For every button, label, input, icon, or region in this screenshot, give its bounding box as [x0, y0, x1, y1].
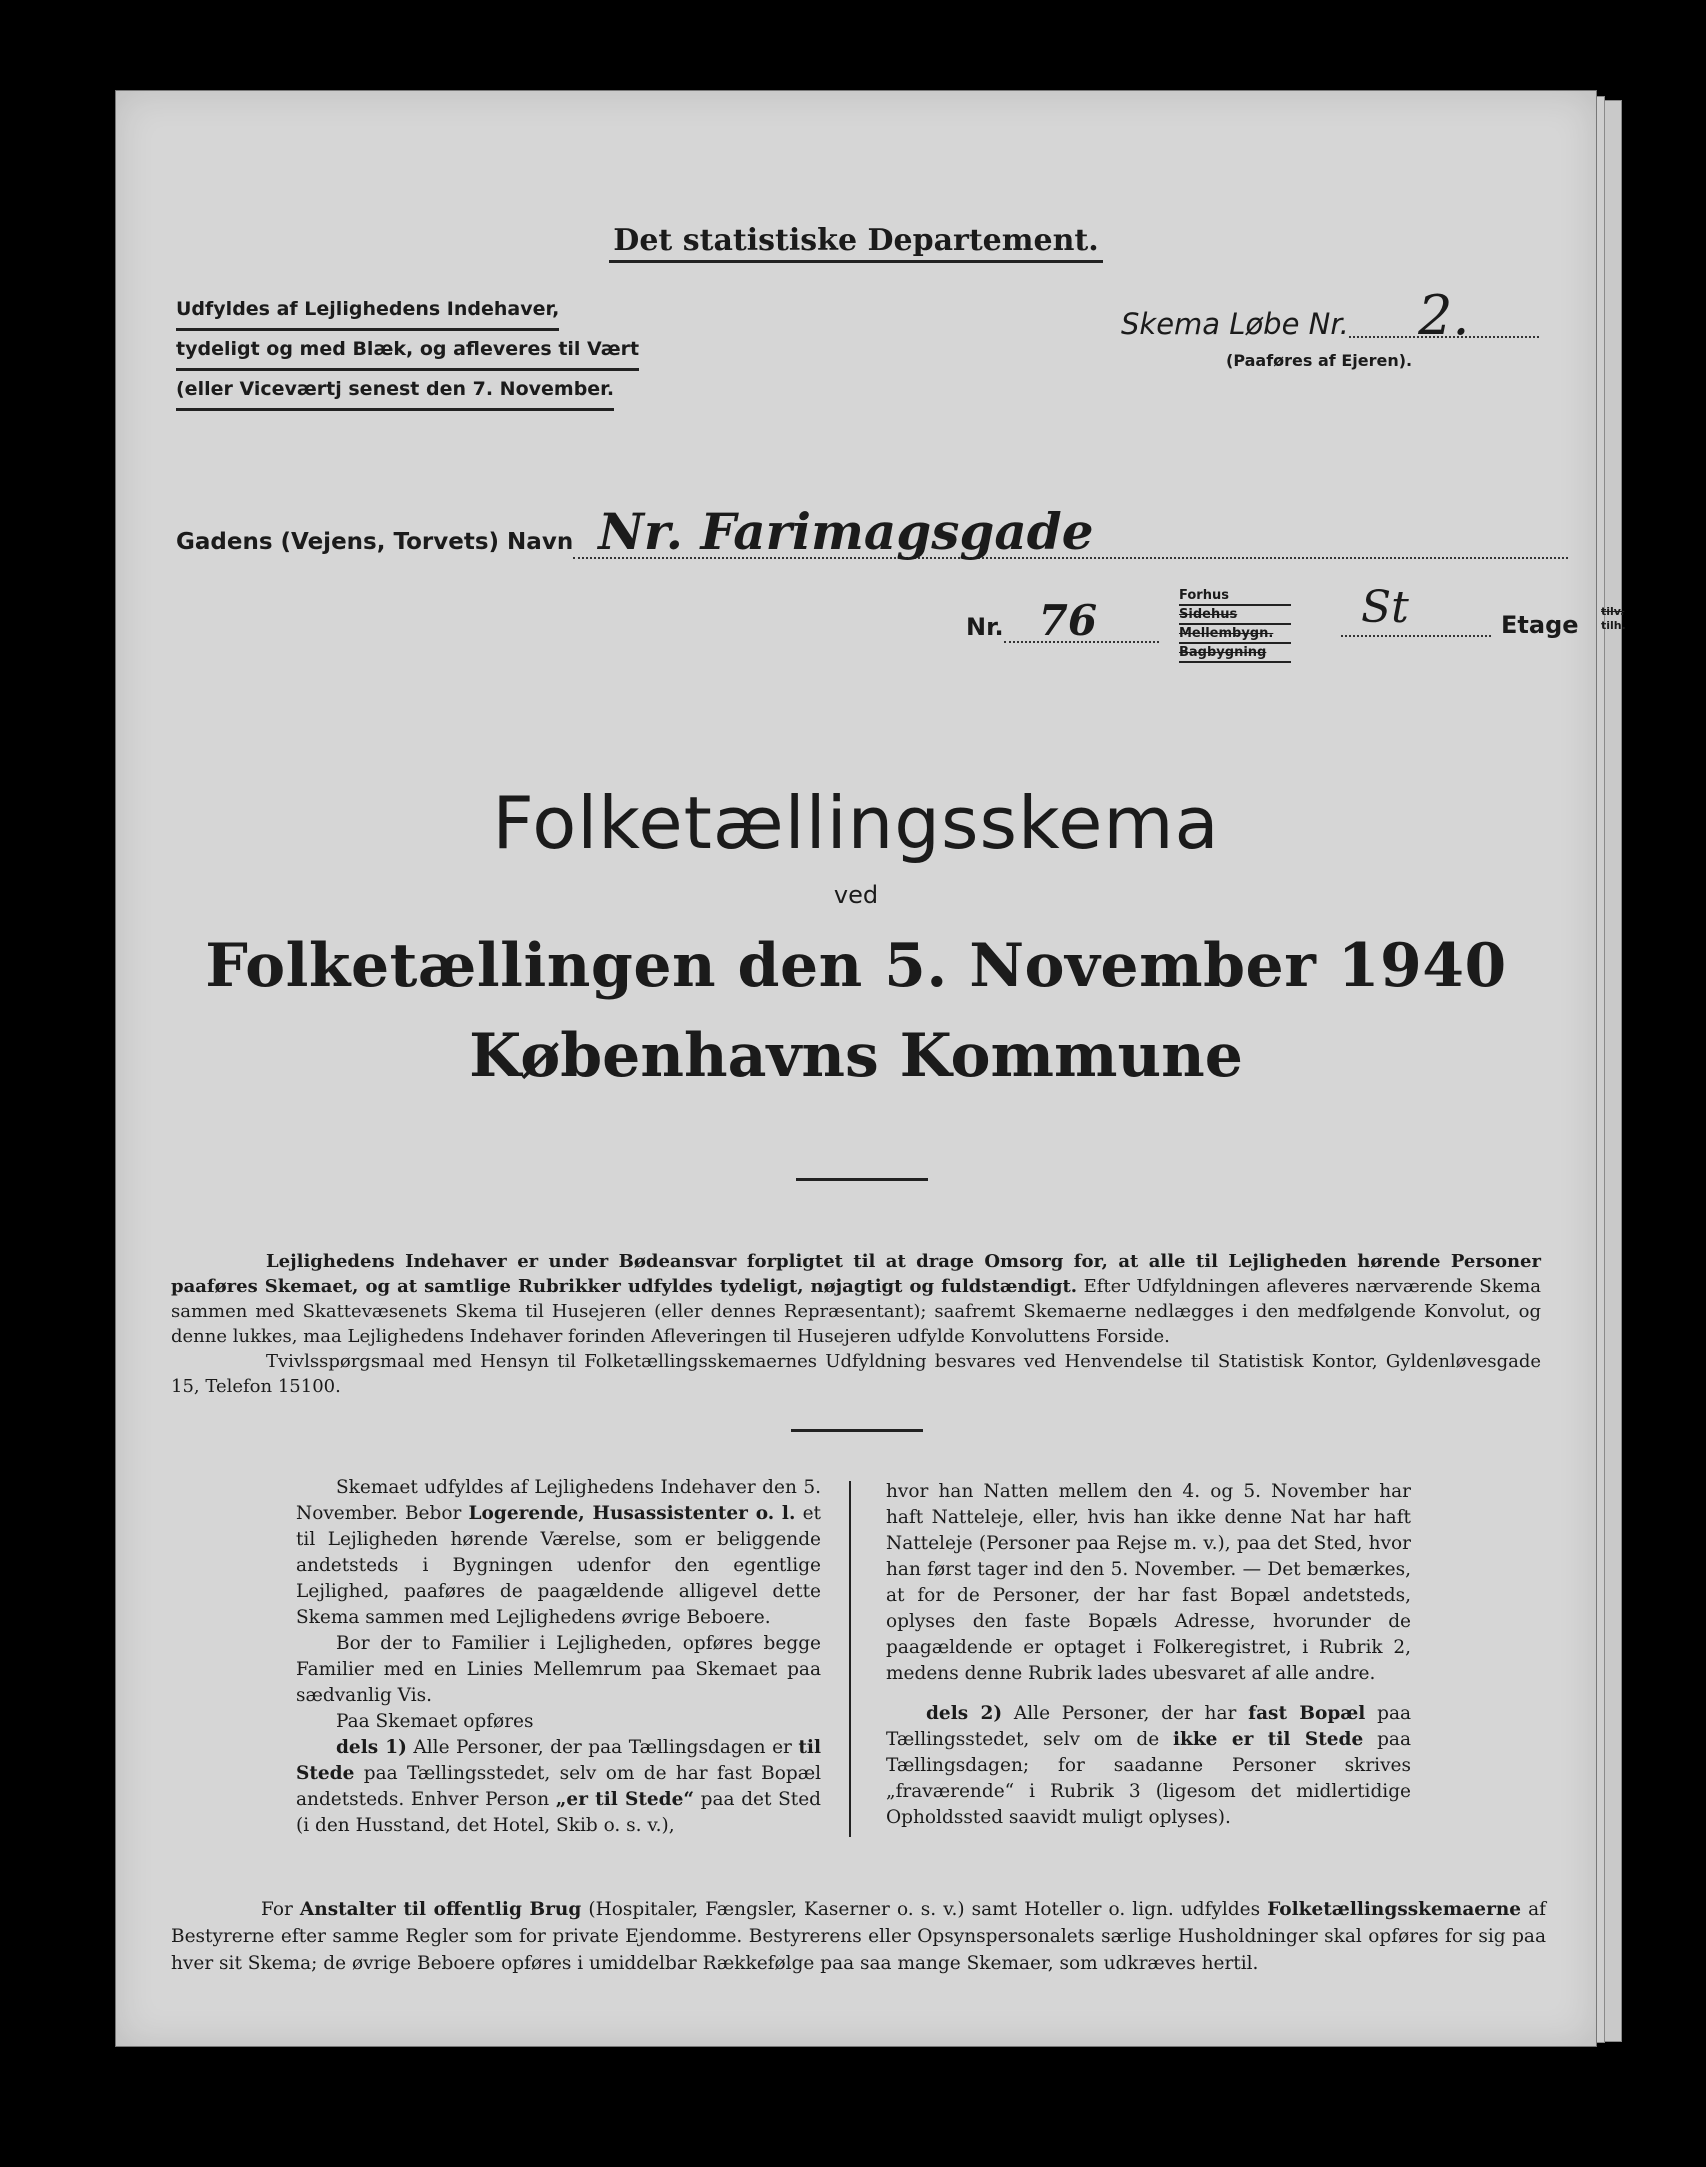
skema-label: Skema Løbe Nr.: [1121, 307, 1349, 341]
left-column-text: [296, 1475, 821, 1839]
street-field: [176, 502, 1576, 561]
footer-text: [171, 1896, 1546, 1977]
footer-paragraph: For Anstalter til offentlig Brug (Hospitaler, Fængsler, Kaserner o. s. v.) samt Hoteller o. lign. udfyldes Folketællingsskemaerne af Bestyrerne efter samme Regler som for private Ejendomme. Bestyrerens eller Opsynspersonalets særlige Husholdninger skal opføres for sig paa hver sit Skema; de øvrige Beboere opføres i umiddelbar Rækkefølge paa saa mange Skemaer, som udkræves hertil.: [171, 1899, 1546, 1974]
building-forhus: Forhus: [1179, 587, 1291, 606]
column-divider: [849, 1481, 851, 1837]
left-paragraph-3: Paa Skemaet opføres: [336, 1711, 534, 1732]
skema-number: 2.: [1349, 296, 1539, 338]
building-type-options: [1179, 587, 1291, 663]
left-paragraph-4: dels 1) Alle Personer, der paa Tællingsdagen er til Stede paa Tællingsstedet, selv om de har fast Bopæl andetsteds. Enhver Person „er til Stede“ paa det Sted (i den Husstand, det Hotel, Skib o. s. v.),: [296, 1737, 821, 1836]
divider: [791, 1429, 923, 1432]
street-label: Gadens (Vejens, Torvets) Navn: [176, 529, 574, 555]
house-number-field: [966, 596, 1159, 645]
etage-side-options: [1601, 605, 1626, 633]
skema-note: (Paaføres af Ejeren).: [1226, 351, 1413, 370]
building-mellembygn: Mellembygn.: [1179, 625, 1291, 644]
nr-label: Nr.: [966, 613, 1004, 641]
census-title: Folketællingen den 5. November 1940: [205, 931, 1507, 1001]
building-bagbygning: Bagbygning: [1179, 644, 1291, 663]
floor-value: St: [1341, 581, 1491, 637]
intro-text: [171, 1249, 1541, 1399]
etage-label: Etage: [1501, 611, 1579, 639]
intro-paragraph-2: Tvivlsspørgsmaal med Hensyn til Folketællingsskemaernes Udfyldning besvares ved Henvendelse til Statistisk Kontor, Gyldenløvesgade 15, Telefon 15100.: [171, 1351, 1541, 1397]
department-heading: Det statistiske Departement.: [116, 223, 1596, 258]
divider: [796, 1178, 928, 1181]
instruction-line: (eller Viceværtj senest den 7. November.: [176, 371, 614, 411]
intro-paragraph-1: Lejlighedens Indehaver er under Bødeansvar forpligtet til at drage Omsorg for, at alle til Lejligheden hørende Personer paaføres Skemaet, og at samtlige Rubrikker udfyldes tydeligt, nøjagtigt og fuldstændigt. Efter Udfyldningen afleveres nærværende Skema sammen med Skattevæsenets Skema til Husejeren (eller dennes Repræsentant); saafremt Skemaerne nedlægges i den medfølgende Konvolut, og denne lukkes, maa Lejlighedens Indehaver forinden Afleveringen til Husejeren udfylde Konvoluttens Forside.: [171, 1251, 1541, 1347]
instruction-line: Udfyldes af Lejlighedens Indehaver,: [176, 291, 559, 331]
left-paragraph-1: Skemaet udfyldes af Lejlighedens Indehaver den 5. November. Bebor Logerende, Husassistenter o. l. et til Lejligheden hørende Værelse, som er beliggende andetsteds i Bygningen udenfor den egentlige Lejlighed, paaføres de paagældende alligevel dette Skema sammen med Lejlighedens øvrige Beboere.: [296, 1477, 821, 1628]
municipality-title: Københavns Kommune: [469, 1021, 1243, 1091]
building-sidehus: Sidehus: [1179, 606, 1291, 625]
form-title: Folketællingsskema: [492, 781, 1220, 865]
right-paragraph-2: dels 2) Alle Personer, der har fast Bopæl paa Tællingsstedet, selv om de ikke er til Stede paa Tællingsdagen; for saadanne Personer skrives „fraværende“ i Rubrik 3 (ligesom det midlertidige Opholdssted saavidt muligt oplyses).: [886, 1703, 1411, 1828]
skema-number-field: [1121, 284, 1561, 347]
fill-instructions: [176, 291, 706, 411]
census-form-page: [115, 90, 1626, 2047]
street-value: Nr. Farimagsgade: [573, 507, 1568, 559]
instruction-line: tydeligt og med Blæk, og afleveres til Vært: [176, 331, 639, 371]
right-column-text: [886, 1479, 1411, 1831]
form-title-ved: ved: [833, 881, 879, 909]
etage-tilv: tilv.: [1601, 605, 1625, 618]
left-paragraph-2: Bor der to Familier i Lejligheden, opføres begge Familier med en Linies Mellemrum paa Skemaet paa sædvanlig Vis.: [296, 1633, 821, 1706]
nr-value: 76: [1004, 601, 1159, 643]
right-paragraph-1: hvor han Natten mellem den 4. og 5. November har haft Natteleje, eller, hvis han ikke denne Nat har haft Natteleje (Personer paa Rejse m. v.), paa det Sted, hvor han først tager ind den 5. November. — Det bemærkes, at for de Personer, der har fast Bopæl andetsteds, oplyses den faste Bopæls Adresse, hvorunder de paagældende er optaget i Folkeregistret, i Rubrik 2, medens denne Rubrik lades ubesvaret af alle andre.: [886, 1481, 1411, 1684]
etage-tilh: tilh.: [1601, 619, 1626, 632]
